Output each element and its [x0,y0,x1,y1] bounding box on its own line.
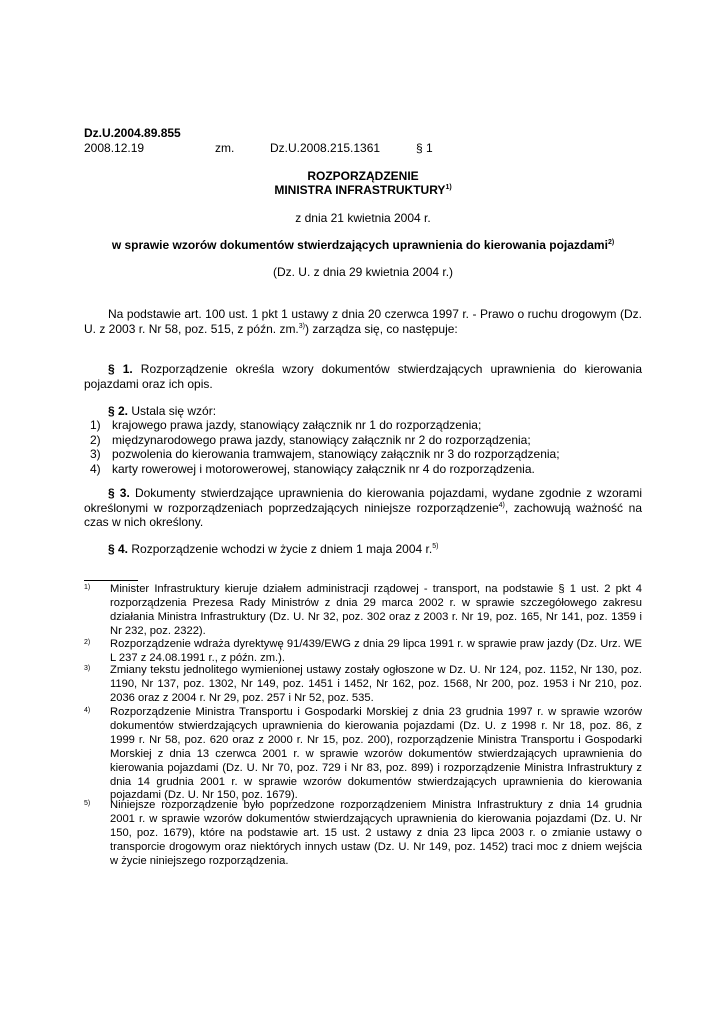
footnote-mark: 5) [84,800,91,807]
title-line1: ROZPORZĄDZENIE [307,169,419,183]
footnote-4: 4) Rozporządzenie Ministra Transportu i Gospodarki Morskiej z dnia 23 grudnia 1997 r. w sprawie wzorów dokumentów stwierdzających uprawnienia do kierowania pojazdami (Dz. U. z 1998 r. Nr 18, poz. 86, z 1999 r. Nr 58, poz. 620 oraz z 2000 r. Nr 15, poz. 200), rozporządzenie Ministra Transportu i Gospodarki Morskiej z dnia 13 czerwca 2001 r. w sprawie wzorów dokumentów stwierdzających uprawnienia do kierowania pojazdami (Dz. U. Nr 70, poz. 729 i Nr 83, poz. 899) i rozporządzenie Ministra Infrastruktury z dnia 14 grudnia 2001 r. w sprawie wzorów dokumentów stwierdzających uprawnienia do kierowania pojazdami (Dz. U. Nr 150, poz. 1679). [84,706,642,802]
doc-date: 2008.12.19 [84,141,145,155]
footnote-divider [84,580,138,581]
footnote-2: 2) Rozporządzenie wdraża dyrektywę 91/439/EWG z dnia 29 lipca 1991 r. w sprawie praw jazdy (Dz. Urz. WE L 237 z 24.08.1991 r., z późn. zm.). [84,638,642,664]
section-3: § 3. Dokumenty stwierdzające uprawnienia do kierowania pojazdami, wydane zgodnie z wzorami określonymi w rozporządzeniach poprzedzających niniejsze rozporządzenie$^{4)}$, zachowują ważność na czas w nich określony. [84,486,643,529]
section-2: § 2. Ustala się wzór: [108,404,217,418]
publication: (Dz. U. z dnia 29 kwietnia 2004 r.) [272,265,454,279]
paragraph-ref: § 1 [416,141,433,155]
footnote-ref[interactable]: 3) [298,322,306,330]
title-line2: MINISTRA INFRASTRUKTURY$^{1)}$ [274,183,452,197]
section-label: § 2. [108,404,129,418]
list-item: 1) krajowego prawa jazdy, stanowiący załącznik nr 1 do rozporządzenia; [90,418,482,432]
doc-id: Dz.U.2004.89.855 [84,126,181,140]
section-2-list [84,418,642,476]
footnote-5: 5) Niniejsze rozporządzenie było poprzedzone rozporządzeniem Ministra Infrastruktury z dnia 14 grudnia 2001 r. w sprawie wzorów dokumentów stwierdzających uprawnienia do kierowania pojazdami (Dz. U. Nr 150, poz. 1679), które na podstawie art. 15 ust. 2 ustawy z dnia 23 lipca 2003 r. o zmianie ustawy o transporcie drogowym oraz niektórych innych ustaw (Dz. U. Nr 149, poz. 1452) traci moc z dniem wejścia w życie niniejszego rozporządzenia. [84,799,642,867]
list-item: 4) karty rowerowej i motorowerowej, stanowiący załącznik nr 4 do rozporządzenia. [90,461,535,476]
preamble: Na podstawie art. 100 ust. 1 pkt 1 ustawy z dnia 20 czerwca 1997 r. - Prawo o ruchu drogowym (Dz. U. z 2003 r. Nr 58, poz. 515, z późn. zm.$^{3)}$) zarządza się, co następuje: [84,307,642,336]
title-date: z dnia 21 kwietnia 2004 r. [295,211,431,225]
footnote-ref[interactable]: 5) [432,543,439,550]
footnote-ref[interactable]: 1) [445,184,452,191]
section-1: § 1. Rozporządzenie określa wzory dokumentów stwierdzających uprawnienia do kierowania pojazdami oraz ich opis. [84,362,642,391]
footnote-3: 3) Zmiany tekstu jednolitego wymienionej ustawy zostały ogłoszone w Dz. U. Nr 124, poz. 1152, Nr 130, poz. 1190, Nr 137, poz. 1302, Nr 149, poz. 1451 i 1452, Nr 162, poz. 1568, Nr 200, poz. 1953 i Nr 210, poz. 2036 oraz z 2004 r. Nr 29, poz. 257 i Nr 52, poz. 535. [84,664,642,704]
change-label: zm. [215,141,235,155]
footnote-mark: 3) [84,665,91,672]
footnote-ref[interactable]: 2) [607,239,615,246]
section-label: § 3. [108,486,130,500]
footnote-ref[interactable]: 4) [498,501,505,509]
change-ref: Dz.U.2008.215.1361 [270,141,381,155]
section-label: § 1. [108,362,133,376]
footnote-1: 1) Minister Infrastruktury kieruje działem administracji rządowej - transport, na podstawie § 1 ust. 2 pkt 4 rozporządzenia Prezesa Rady Ministrów z dnia 29 marca 2002 r. w sprawie szczegółowego zakresu działania Ministra Infrastruktury (Dz. U. Nr 32, poz. 302 oraz z 2003 r. Nr 19, poz. 165, Nr 141, poz. 1359 i Nr 232, poz. 2322). [84,583,642,637]
title-subject: w sprawie wzorów dokumentów stwierdzających uprawnienia do kierowania pojazdami$^{2)}$ [111,238,615,252]
footnote-mark: 2) [84,639,91,646]
footnote-mark: 4) [84,707,91,714]
footnote-mark: 1) [84,584,91,591]
list-item: 3) pozwolenia do kierowania tramwajem, stanowiący załącznik nr 3 do rozporządzenia; [90,447,560,461]
section-4: § 4. Rozporządzenie wchodzi w życie z dniem 1 maja 2004 r.$^{5)}$ [108,542,439,556]
list-item: 2) międzynarodowego prawa jazdy, stanowiący załącznik nr 2 do rozporządzenia; [90,432,531,447]
section-label: § 4. [108,542,129,556]
